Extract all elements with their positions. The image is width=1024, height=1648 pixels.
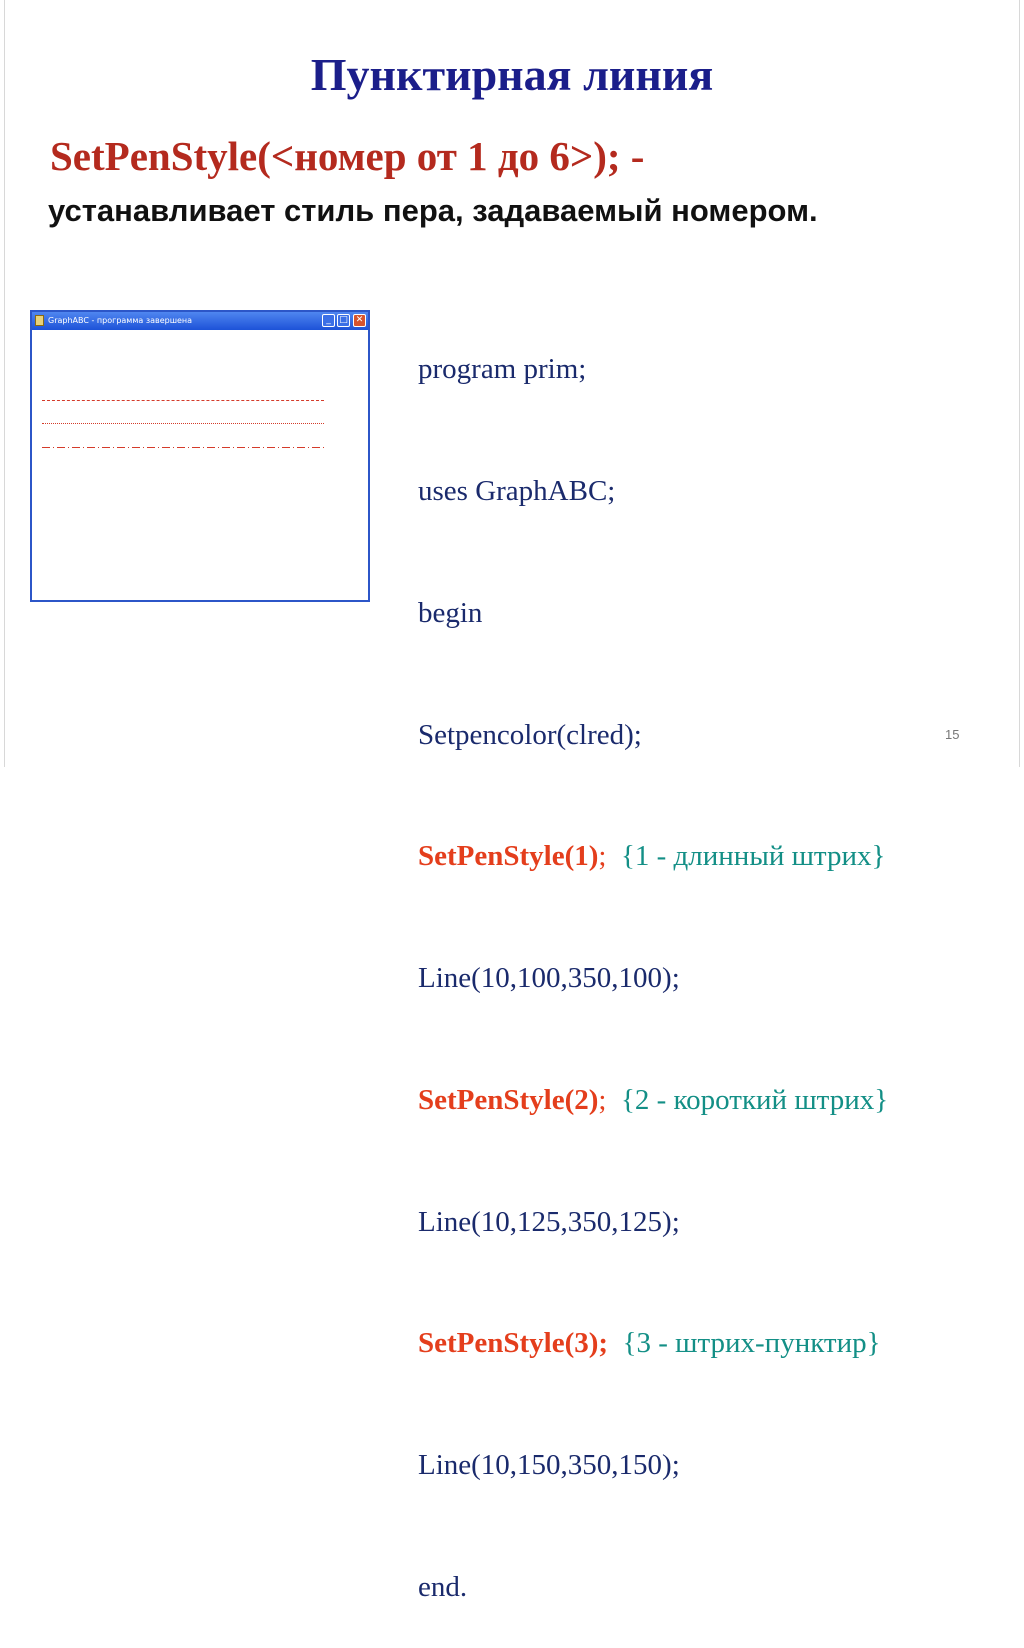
subtitle-dash: -	[620, 133, 645, 179]
app-icon	[35, 315, 44, 326]
code-line: begin	[418, 596, 483, 629]
code-keyword: SetPenStyle(2)	[418, 1083, 599, 1116]
code-comment: {2 - короткий штрих}	[620, 1083, 889, 1116]
short-dash-line	[42, 423, 324, 424]
code-line: Line(10,100,350,100);	[418, 962, 680, 995]
page-number: 15	[945, 727, 960, 742]
window-titlebar	[32, 312, 368, 330]
long-dash-line	[42, 400, 324, 401]
subtitle	[50, 132, 644, 180]
description: устанавливает стиль пера, задаваемый номером.	[48, 193, 818, 228]
dash-dot-line	[42, 447, 324, 448]
code-line: program prim;	[418, 353, 587, 386]
graphabc-window	[30, 310, 370, 602]
code-keyword: SetPenStyle(1)	[418, 840, 599, 873]
code-listing	[418, 268, 888, 1648]
code-line	[418, 836, 888, 877]
code-keyword: SetPenStyle(3);	[418, 1327, 609, 1360]
code-comment: {1 - длинный штрих}	[620, 840, 886, 873]
window-title: GraphABC - программа завершена	[48, 316, 193, 325]
code-semicolon: ;	[598, 1083, 621, 1116]
maximize-icon[interactable]: □	[337, 314, 350, 327]
subtitle-code: SetPenStyle(<номер от 1 до 6>);	[50, 133, 621, 179]
code-line	[418, 1080, 888, 1121]
minimize-icon[interactable]: _	[322, 314, 335, 327]
code-line: Line(10,150,350,150);	[418, 1449, 680, 1482]
code-spacer	[608, 1327, 623, 1359]
slide-title: Пунктирная линия	[310, 49, 714, 100]
code-line: uses GraphABC;	[418, 474, 616, 507]
code-comment: {3 - штрих-пунктир}	[622, 1327, 881, 1360]
code-line: end.	[418, 1571, 468, 1603]
code-semicolon: ;	[598, 840, 621, 873]
code-line	[418, 1323, 888, 1364]
code-line: Setpencolor(clred);	[418, 718, 642, 751]
close-icon[interactable]: ✕	[353, 314, 366, 327]
code-line: Line(10,125,350,125);	[418, 1205, 680, 1238]
